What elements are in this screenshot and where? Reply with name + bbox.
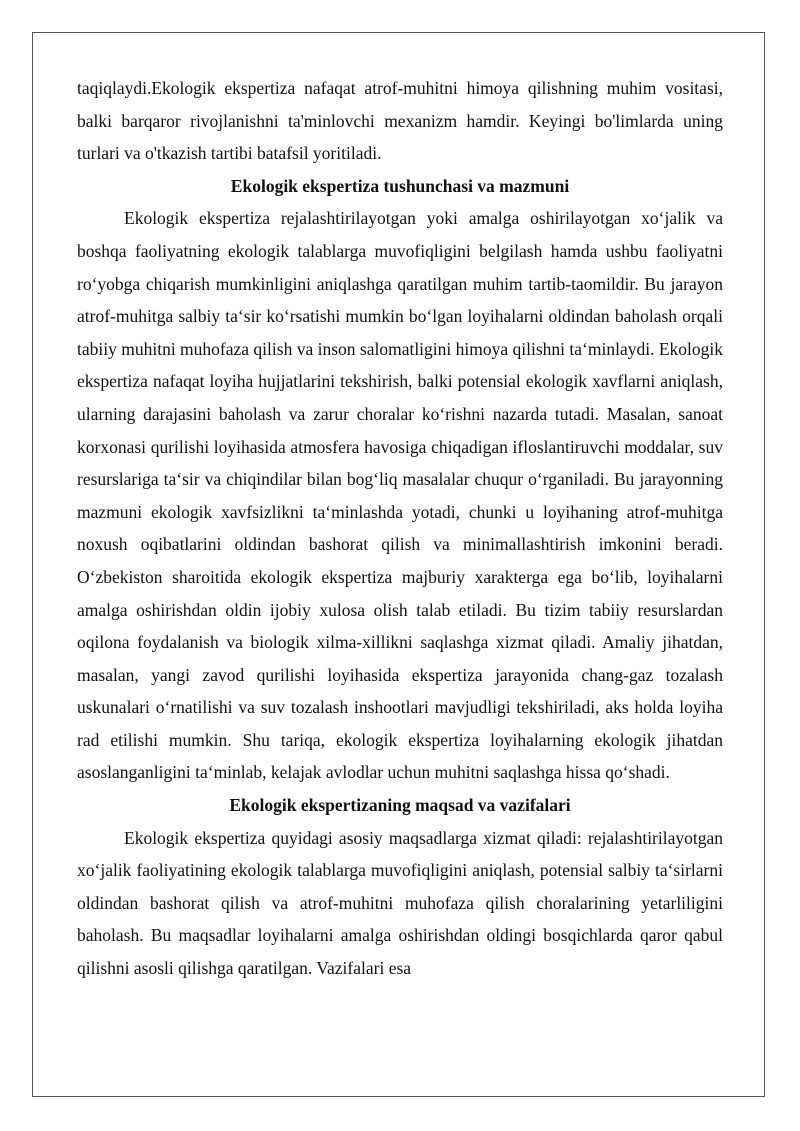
intro-paragraph: taqiqlaydi.Ekologik ekspertiza nafaqat atrof-muhitni himoya qilishning muhim vositasi, balki barqaror rivojlanishni ta'minlovchi mexanizm hamdir. Keyingi bo'limlarda uning turlari va o'tkazish tartibi batafsil yoritiladi. xyxy=(77,78,723,164)
section-heading-concept: Ekologik ekspertiza tushunchasi va mazmuni xyxy=(230,175,570,196)
section-heading-goals: Ekologik ekspertizaning maqsad va vazifalari xyxy=(229,795,571,816)
section-paragraph-goals: Ekologik ekspertiza quyidagi asosiy maqsadlarga xizmat qiladi: rejalashtirilayotgan xo‘jalik faoliyatining ekologik talablarga muvofiqligini aniqlash, potensial salbiy ta‘sirlarni oldindan bashorat qilish va atrof-muhitni muhofaza qilish choralarining yetarliligini baholash. Bu maqsadlar loyihalarni amalga oshirishdan oldingi bosqichlarda qaror qabul qilishni asosli qilishga qaratilgan. Vazifalari esa xyxy=(77,827,723,979)
page-content xyxy=(77,72,723,985)
section-paragraph-concept: Ekologik ekspertiza rejalashtirilayotgan yoki amalga oshirilayotgan xo‘jalik va boshqa faoliyatning ekologik talablarga muvofiqligini belgilash hamda ushbu faoliyatni ro‘yobga chiqarish mumkinligini aniqlashga qaratilgan muhim tartib-taomildir. Bu jarayon atrof-muhitga salbiy ta‘sir ko‘rsatishi mumkin bo‘lgan loyihalarni oldindan baholash orqali tabiiy muhitni muhofaza qilish va inson salomatligini himoya qilishni ta‘minlaydi. Ekologik ekspertiza nafaqat loyiha hujjatlarini tekshirish, balki potensial ekologik xavflarni aniqlash, ularning darajasini baholash va zarur choralar ko‘rishni nazarda tutadi. Masalan, sanoat korxonasi qurilishi loyihasida atmosfera havosiga chiqadigan ifloslantiruvchi moddalar, suv resurslariga ta‘sir va chiqindilar bilan bog‘liq masalalar chuqur o‘rganiladi. Bu jarayonning mazmuni ekologik xavfsizlikni ta‘minlashda yotadi, chunki u loyihaning atrof-muhitga noxush oqibatlarini oldindan bashorat qilish va minimallashtirish imkonini beradi. O‘zbekiston sharoitida ekologik ekspertiza majburiy xarakterga ega bo‘lib, loyihalarni amalga oshirishdan oldin ijobiy xulosa olish talab etiladi. Bu tizim tabiiy resurslardan oqilona foydalanish va biologik xilma-xillikni saqlashga xizmat qiladi. Amaliy jihatdan, masalan, yangi zavod qurilishi loyihasida ekspertiza jarayonida chang-gaz tozalash uskunalari o‘rnatilishi va suv tozalash inshootlari mavjudligi tekshiriladi, aks holda loyiha rad etilishi mumkin. Shu tariqa, ekologik ekspertiza loyihalarning ekologik jihatdan asoslanganligini ta‘minlab, kelajak avlodlar uchun muhitni saqlashga hissa qo‘shadi. xyxy=(77,208,723,783)
